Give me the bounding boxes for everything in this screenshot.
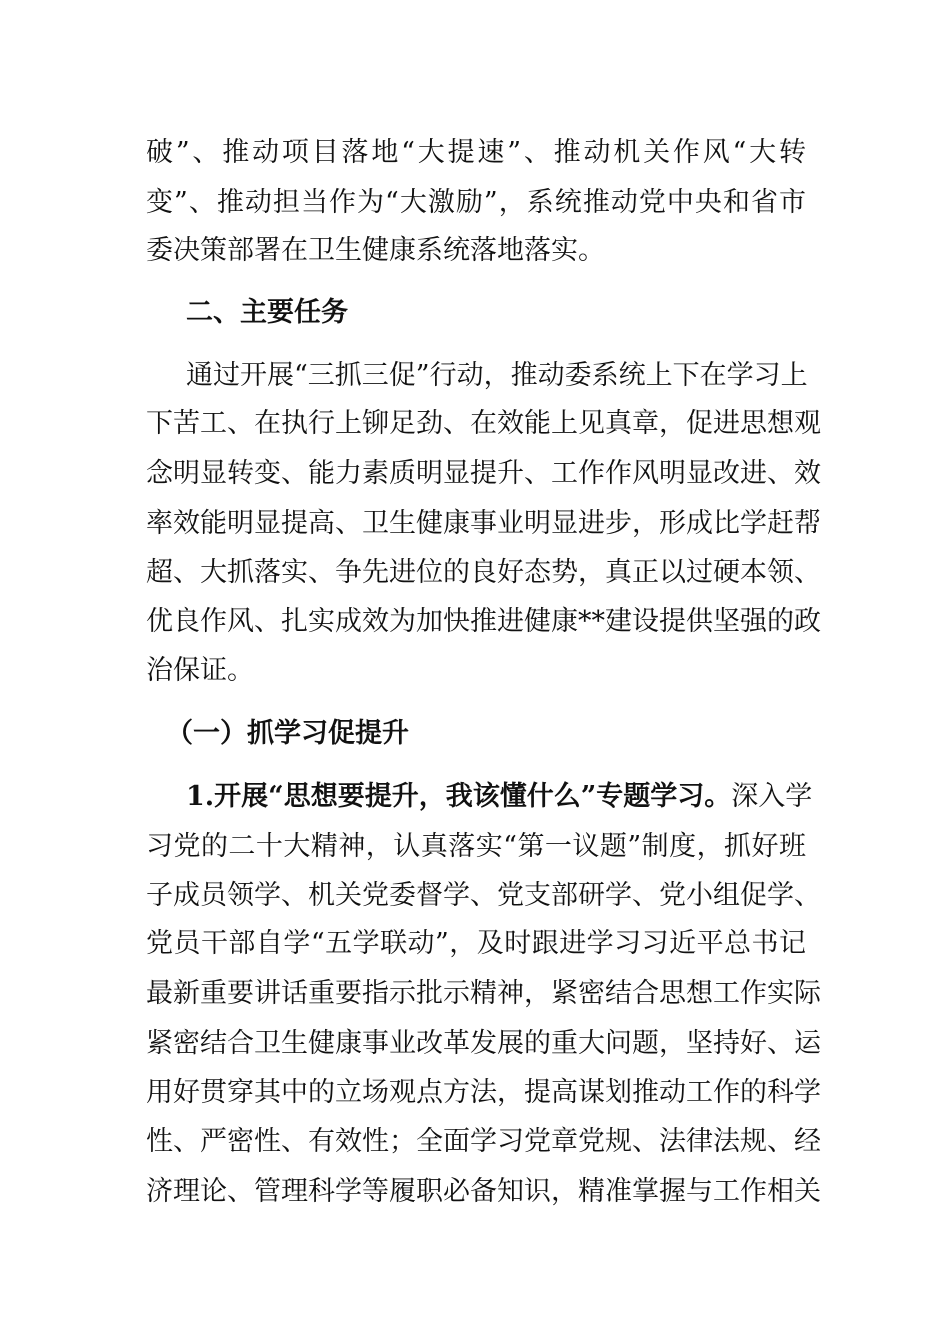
section-heading: 二、主要任务	[186, 297, 348, 328]
paragraph-line: 子成员领学、机关党委督学、党支部研学、党小组促学、	[146, 880, 821, 911]
item-first-line	[186, 779, 813, 815]
paragraph-line: 下苦工、在执行上铆足劲、在效能上见真章，促进思想观	[146, 408, 821, 439]
paragraph-line: 委决策部署在卫生健康系统落地落实。	[146, 235, 605, 266]
paragraph-line: 破”、推动项目落地“大提速”、推动机关作风“大转	[146, 137, 806, 168]
paragraph-line: 超、大抓落实、争先进位的良好态势，真正以过硬本领、	[146, 557, 821, 588]
paragraph-line: 变”、推动担当作为“大激励”，系统推动党中央和省市	[146, 187, 806, 218]
paragraph-line: 紧密结合卫生健康事业改革发展的重大问题，坚持好、运	[146, 1028, 821, 1059]
paragraph-line: 治保证。	[146, 655, 254, 686]
paragraph-line: 优良作风、扎实成效为加快推进健康**建设提供坚强的政	[146, 606, 821, 637]
paragraph-line: 最新重要讲话重要指示批示精神，紧密结合思想工作实际	[146, 978, 821, 1009]
item-text: 深入学	[731, 781, 813, 812]
paragraph-line: 党员干部自学“五学联动”，及时跟进学习习近平总书记	[146, 928, 806, 959]
paragraph-line: 用好贯穿其中的立场观点方法，提高谋划推动工作的科学	[146, 1077, 821, 1108]
paragraph-line: 念明显转变、能力素质明显提升、工作作风明显改进、效	[146, 458, 821, 489]
paragraph-line: 习党的二十大精神，认真落实“第一议题”制度，抓好班	[146, 831, 806, 862]
subsection-heading: （一）抓学习促提升	[166, 718, 409, 749]
paragraph-line: 率效能明显提高、卫生健康事业明显进步，形成比学赶帮	[146, 508, 821, 539]
paragraph-line: 通过开展“三抓三促”行动，推动委系统上下在学习上	[186, 360, 808, 391]
paragraph-line: 性、严密性、有效性；全面学习党章党规、法律法规、经	[146, 1126, 821, 1157]
paragraph-line: 济理论、管理科学等履职必备知识，精准掌握与工作相关	[146, 1176, 821, 1207]
item-title: 1.开展“思想要提升，我该懂什么”专题学习。	[186, 781, 732, 812]
